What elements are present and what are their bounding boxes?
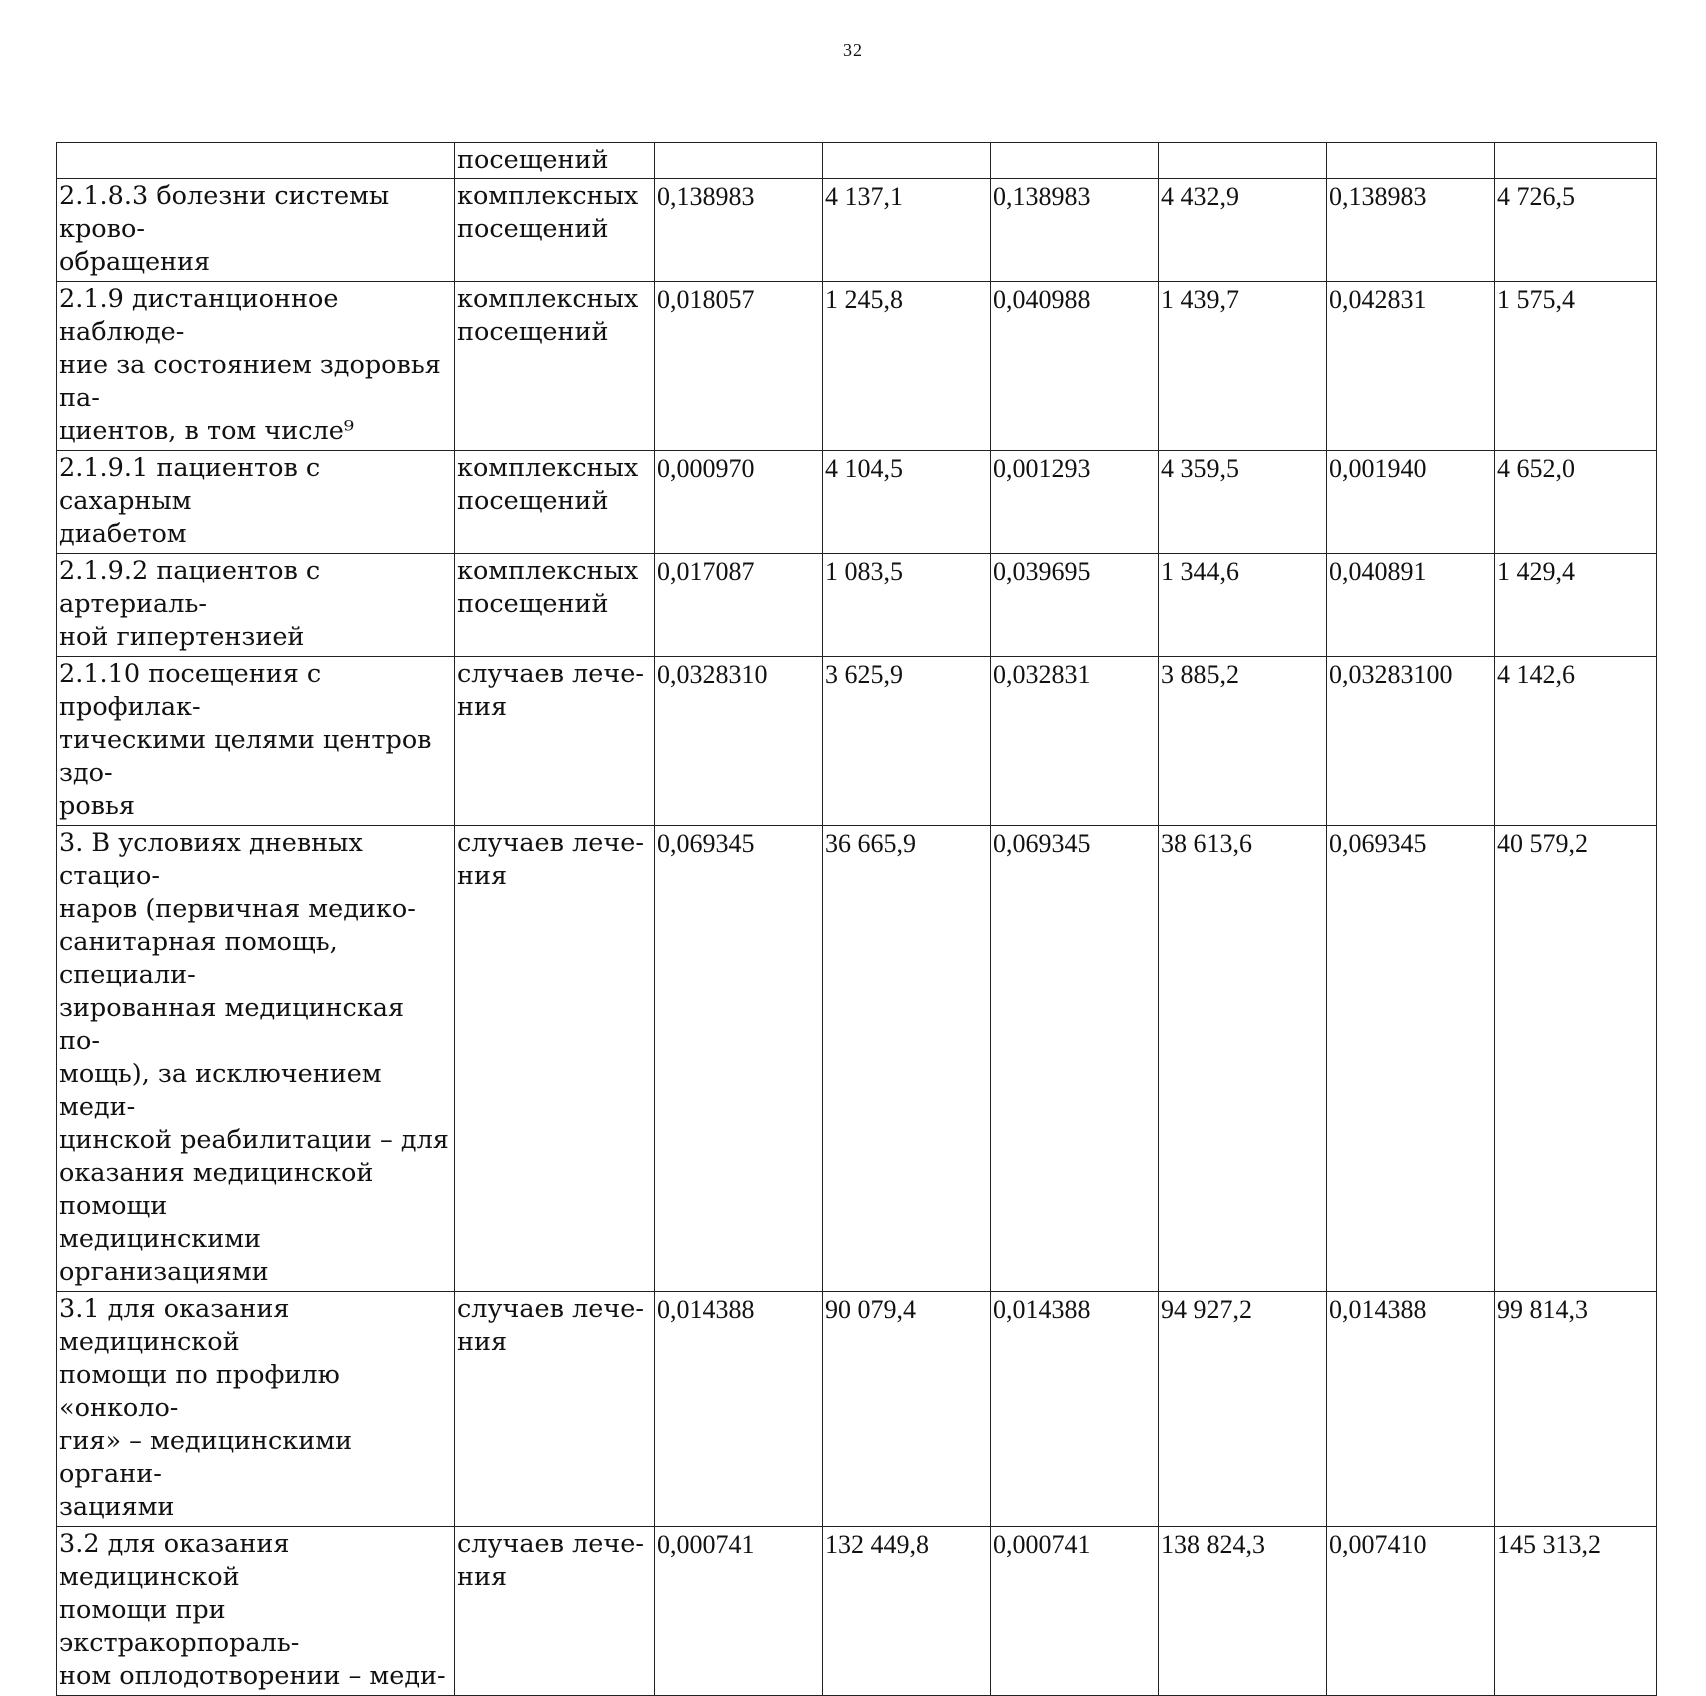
value-cell: 4 137,1 [823, 179, 991, 282]
value-cell: 0,040988 [991, 282, 1159, 451]
table-row [57, 554, 1657, 657]
value-cell [1327, 143, 1495, 179]
value-cell: 1 245,8 [823, 282, 991, 451]
value-cell: 0,03283100 [1327, 657, 1495, 826]
table-row [57, 1527, 1657, 1696]
indicator-cell: 2.1.9.1 пациентов с сахарным диабетом [57, 451, 455, 554]
page-number: 32 [843, 40, 863, 60]
value-cell: 38 613,6 [1159, 826, 1327, 1292]
indicator-cell: 3. В условиях дневных стацио- наров (первичная медико- санитарная помощь, специали- зированная медицинская по- мощь), за исключением меди- цинской реабилитации – для оказания медицинской помощи медицинскими организациями [57, 826, 455, 1292]
indicator-cell: 2.1.9.2 пациентов с артериаль- ной гипертензией [57, 554, 455, 657]
value-cell: 1 429,4 [1495, 554, 1657, 657]
value-cell: 0,042831 [1327, 282, 1495, 451]
value-cell: 1 344,6 [1159, 554, 1327, 657]
value-cell: 94 927,2 [1159, 1292, 1327, 1527]
value-cell: 145 313,2 [1495, 1527, 1657, 1696]
value-cell: 36 665,9 [823, 826, 991, 1292]
table-row [57, 451, 1657, 554]
table-row [57, 657, 1657, 826]
value-cell: 0,138983 [1327, 179, 1495, 282]
unit-cell: случаев лече- ния [455, 826, 655, 1292]
value-cell: 0,138983 [655, 179, 823, 282]
unit-cell: комплексных посещений [455, 451, 655, 554]
unit-cell: комплексных посещений [455, 554, 655, 657]
value-cell: 0,138983 [991, 179, 1159, 282]
value-cell [1159, 143, 1327, 179]
unit-cell: посещений [455, 143, 655, 179]
table-row [57, 179, 1657, 282]
table-row [57, 826, 1657, 1292]
value-cell: 138 824,3 [1159, 1527, 1327, 1696]
value-cell: 4 432,9 [1159, 179, 1327, 282]
value-cell: 99 814,3 [1495, 1292, 1657, 1527]
value-cell: 40 579,2 [1495, 826, 1657, 1292]
value-cell: 4 104,5 [823, 451, 991, 554]
value-cell: 0,040891 [1327, 554, 1495, 657]
value-cell: 1 083,5 [823, 554, 991, 657]
value-cell: 4 652,0 [1495, 451, 1657, 554]
value-cell: 0,014388 [655, 1292, 823, 1527]
unit-cell: случаев лече- ния [455, 1292, 655, 1527]
value-cell [1495, 143, 1657, 179]
table-row [57, 282, 1657, 451]
value-cell: 0,001940 [1327, 451, 1495, 554]
value-cell: 0,000970 [655, 451, 823, 554]
value-cell: 0,007410 [1327, 1527, 1495, 1696]
table-row [57, 143, 1657, 179]
unit-cell: комплексных посещений [455, 282, 655, 451]
unit-cell: случаев лече- ния [455, 1527, 655, 1696]
value-cell: 0,014388 [991, 1292, 1159, 1527]
table-row [57, 1292, 1657, 1527]
value-cell: 90 079,4 [823, 1292, 991, 1527]
indicator-cell: 3.1 для оказания медицинской помощи по профилю «онколо- гия» – медицинскими органи- зациями [57, 1292, 455, 1527]
value-cell: 1 439,7 [1159, 282, 1327, 451]
value-cell [991, 143, 1159, 179]
value-cell: 0,017087 [655, 554, 823, 657]
value-cell: 4 726,5 [1495, 179, 1657, 282]
value-cell: 0,000741 [991, 1527, 1159, 1696]
value-cell: 4 142,6 [1495, 657, 1657, 826]
value-cell: 3 885,2 [1159, 657, 1327, 826]
indicator-cell: 3.2 для оказания медицинской помощи при экстракорпораль- ном оплодотворении – меди- [57, 1527, 455, 1696]
value-cell [823, 143, 991, 179]
value-cell: 0,039695 [991, 554, 1159, 657]
value-cell: 0,069345 [991, 826, 1159, 1292]
unit-cell: случаев лече- ния [455, 657, 655, 826]
indicator-cell: 2.1.8.3 болезни системы крово- обращения [57, 179, 455, 282]
value-cell: 0,000741 [655, 1527, 823, 1696]
value-cell: 3 625,9 [823, 657, 991, 826]
value-cell: 1 575,4 [1495, 282, 1657, 451]
value-cell: 132 449,8 [823, 1527, 991, 1696]
value-cell: 4 359,5 [1159, 451, 1327, 554]
data-table [56, 142, 1657, 1696]
indicator-cell: 2.1.9 дистанционное наблюде- ние за состоянием здоровья па- циентов, в том числе⁹ [57, 282, 455, 451]
indicator-cell [57, 143, 455, 179]
value-cell: 0,001293 [991, 451, 1159, 554]
indicator-cell: 2.1.10 посещения с профилак- тическими целями центров здо- ровья [57, 657, 455, 826]
value-cell: 0,018057 [655, 282, 823, 451]
value-cell: 0,014388 [1327, 1292, 1495, 1527]
value-cell: 0,069345 [655, 826, 823, 1292]
value-cell: 0,032831 [991, 657, 1159, 826]
value-cell: 0,0328310 [655, 657, 823, 826]
unit-cell: комплексных посещений [455, 179, 655, 282]
value-cell: 0,069345 [1327, 826, 1495, 1292]
value-cell [655, 143, 823, 179]
